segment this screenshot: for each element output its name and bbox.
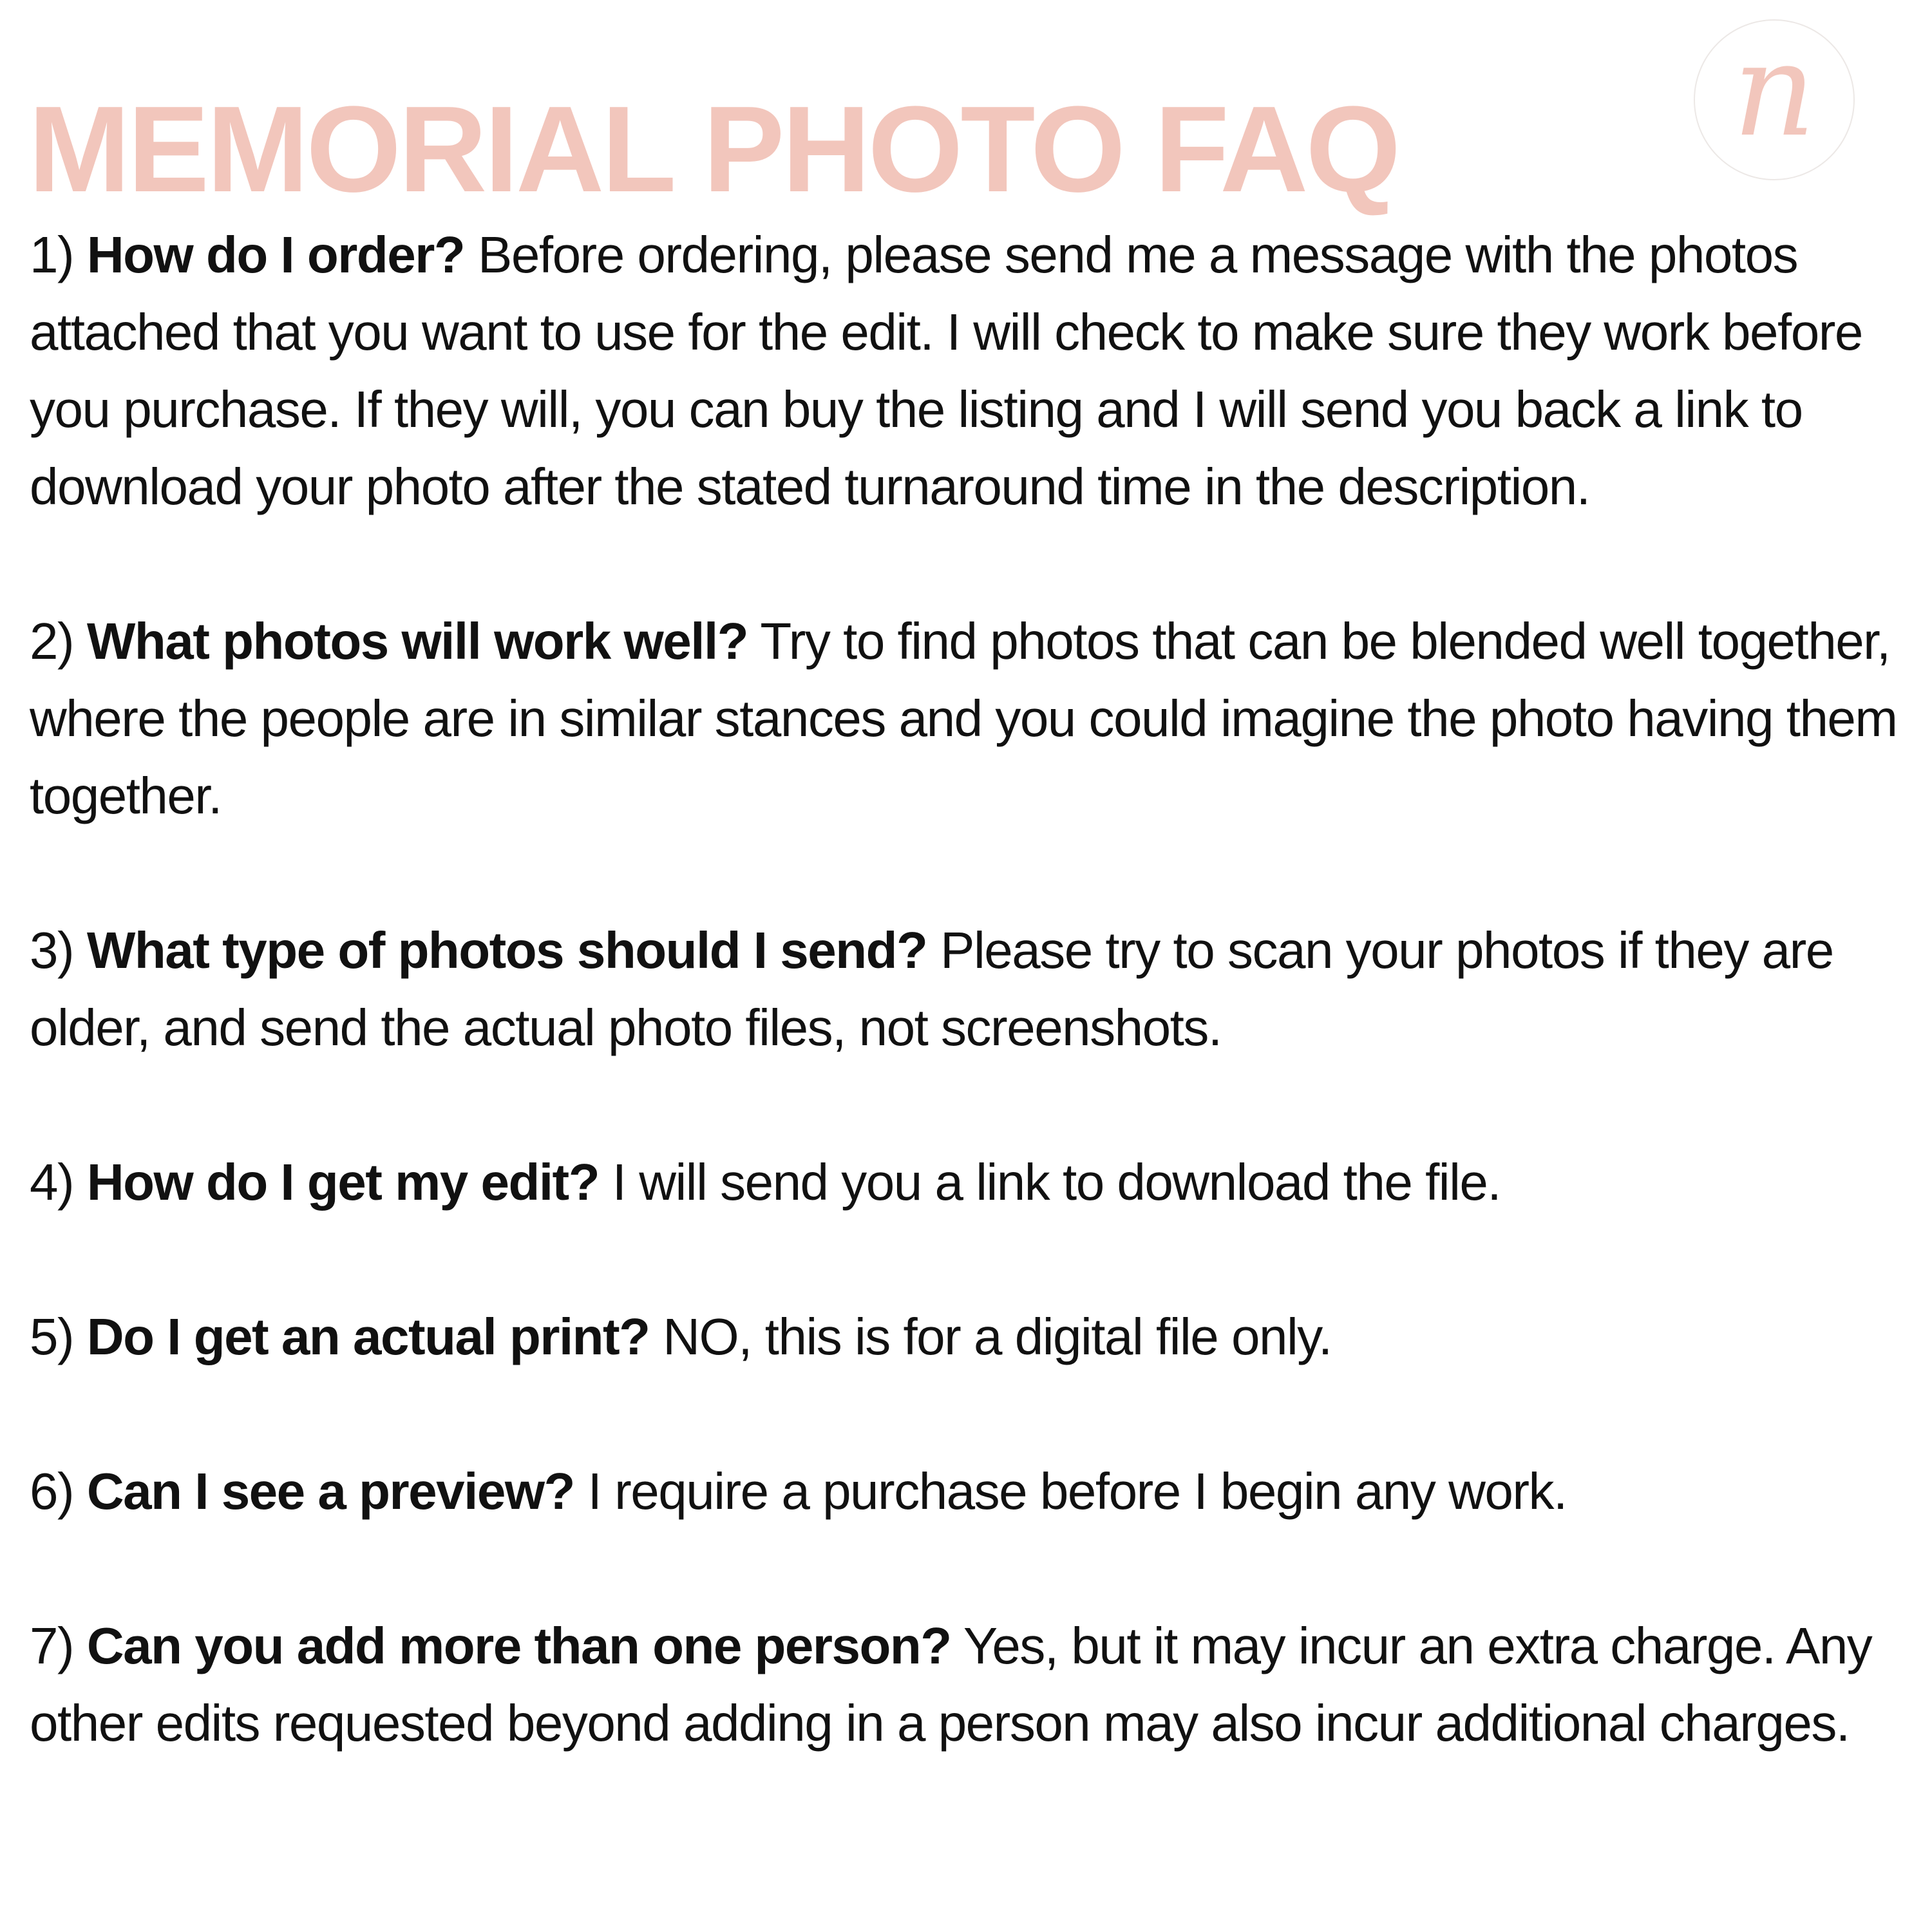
page-title: MEMORIAL PHOTO FAQ <box>28 81 1399 218</box>
faq-answer: Yes, but it may incur an extra charge. Any other edits requested beyond adding in a person may also incur additional charges. <box>30 1617 1872 1752</box>
brand-logo <box>1694 15 1855 180</box>
faq-item-1 <box>30 216 1904 526</box>
faq-answer: Before ordering, please send me a message with the photos attached that you want to use for the edit. I will check to make sure they work before you purchase. If they will, you can buy the listing and I will send you back a link to download your photo after the stated turnaround time in the description. <box>30 226 1862 515</box>
faq-number: 3) <box>30 922 74 979</box>
faq-number: 1) <box>30 226 74 283</box>
faq-question: How do I get my edit? <box>86 1153 600 1211</box>
logo-letter: n <box>1732 15 1816 166</box>
faq-question: Can I see a preview? <box>86 1463 574 1520</box>
faq-number: 2) <box>30 612 74 670</box>
faq-question: What type of photos should I send? <box>86 922 927 979</box>
faq-number: 7) <box>30 1617 74 1674</box>
faq-answer: I will send you a link to download the file. <box>612 1153 1501 1211</box>
faq-answer: NO, this is for a digital file only. <box>663 1308 1332 1365</box>
faq-number: 6) <box>30 1463 74 1520</box>
faq-item-2 <box>30 603 1904 835</box>
faq-number: 4) <box>30 1153 74 1211</box>
faq-item-5 <box>30 1298 1904 1376</box>
faq-answer: Please try to scan your photos if they are older, and send the actual photo files, not screenshots. <box>30 922 1833 1056</box>
faq-item-6 <box>30 1453 1904 1530</box>
faq-question: What photos will work well? <box>86 612 748 670</box>
faq-item-4 <box>30 1144 1904 1221</box>
faq-item-3 <box>30 912 1904 1066</box>
faq-question: Do I get an actual print? <box>86 1308 650 1365</box>
faq-number: 5) <box>30 1308 74 1365</box>
faq-question: How do I order? <box>86 226 465 283</box>
faq-list <box>30 216 1904 1762</box>
faq-answer: I require a purchase before I begin any work. <box>587 1463 1567 1520</box>
faq-item-7 <box>30 1607 1904 1762</box>
faq-question: Can you add more than one person? <box>86 1617 951 1674</box>
faq-answer: Try to find photos that can be blended well together, where the people are in similar stances and you could imagine the photo having them together. <box>30 612 1897 824</box>
